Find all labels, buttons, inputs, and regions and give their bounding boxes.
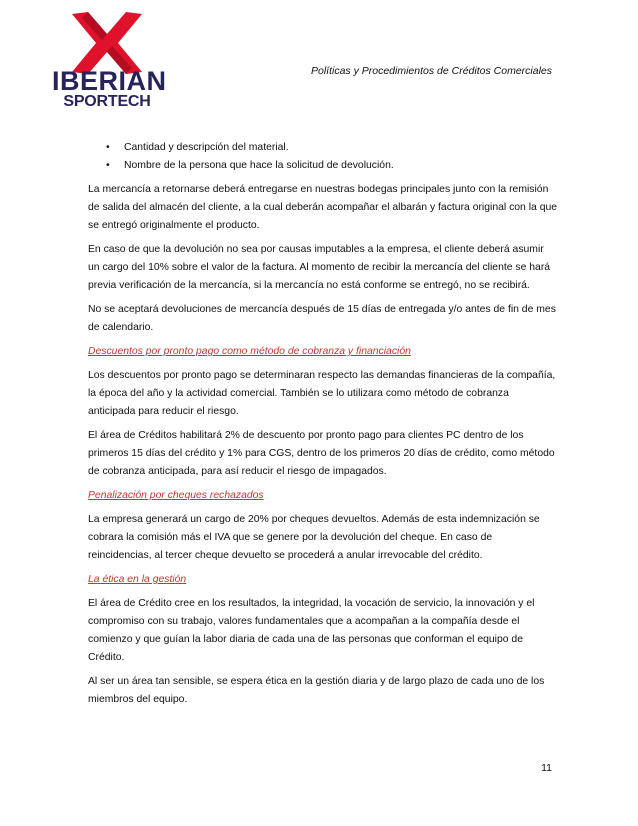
page-number: 11 [541,762,552,774]
list-item [88,139,558,157]
bullet-list [88,139,558,175]
document-header-title: Políticas y Procedimientos de Créditos Comerciales [310,65,552,77]
logo-subwordmark: SPORTECH [63,93,151,110]
document-body [88,139,558,715]
logo-wordmark: IBERIAN [52,66,167,96]
paragraph-rejected-checks: La empresa generará un cargo de 20% por cheques devueltos. Además de esta indemnización se cobrara la comisión más el IVA que se genere por la devolución del cheque. En caso de reincidencias, al tercer cheque devuelto se procederá a anular irrevocable del crédito. [88,514,540,561]
company-logo [52,12,167,112]
section-heading-ethics: La ética en la gestión [88,574,187,585]
paragraph-discounts-rates: El área de Créditos habilitará 2% de descuento por pronto pago para clientes PC dentro de los primeros 15 días del crédito y 1% para CGS, dentro de los primeros 20 días de crédito, como método de cobranza anticipada, para así reducir el riesgo de impagados. [88,430,555,477]
section-heading-discounts: Descuentos por pronto pago como método de cobranza y financiación [88,346,411,357]
bullet-icon: • [106,142,110,153]
paragraph-discounts-policy: Los descuentos por pronto pago se determinaran respecto las demandas financieras de la compañía, la época del año y la actividad comercial. También se lo utilizara como método de cobranza anticipada para reducir el riesgo. [88,370,556,417]
list-item-text: Nombre de la persona que hace la solicitud de devolución. [124,160,394,171]
bullet-icon: • [106,160,110,171]
x-emblem-icon [68,12,146,74]
section-heading-rejected-checks: Penalización por cheques rechazados [88,490,264,501]
paragraph-return-delivery: La mercancía a retornarse deberá entregarse en nuestras bodegas principales junto con la remisión de salida del almacén del cliente, a la cual deberán acompañar el albarán y factura original con la que se entregó originalmente el producto. [88,184,558,231]
paragraph-ethics-values: El área de Crédito cree en los resultados, la integridad, la vocación de servicio, la innovación y el compromiso con su trabajo, valores fundamentales que a acompañan a la compañía desde el comienzo y que guían la labor diaria de cada una de las personas que conforman el equipo de Crédito. [88,598,535,663]
list-item-text: Cantidad y descripción del material. [124,142,289,153]
paragraph-return-charge: En caso de que la devolución no sea por causas imputables a la empresa, el cliente deberá asumir un cargo del 10% sobre el valor de la factura. Al momento de recibir la mercancía del cliente se hará previa verificación de la mercancía, si la mercancía no está conforme se entregó, no se recibirá. [88,244,551,291]
paragraph-ethics-expectation: Al ser un área tan sensible, se espera ética en la gestión diaria y de largo plazo de cada uno de los miembros del equipo. [88,676,545,705]
paragraph-return-deadline: No se aceptará devoluciones de mercancía después de 15 días de entregada y/o antes de fin de mes de calendario. [88,304,556,333]
list-item [88,157,558,175]
